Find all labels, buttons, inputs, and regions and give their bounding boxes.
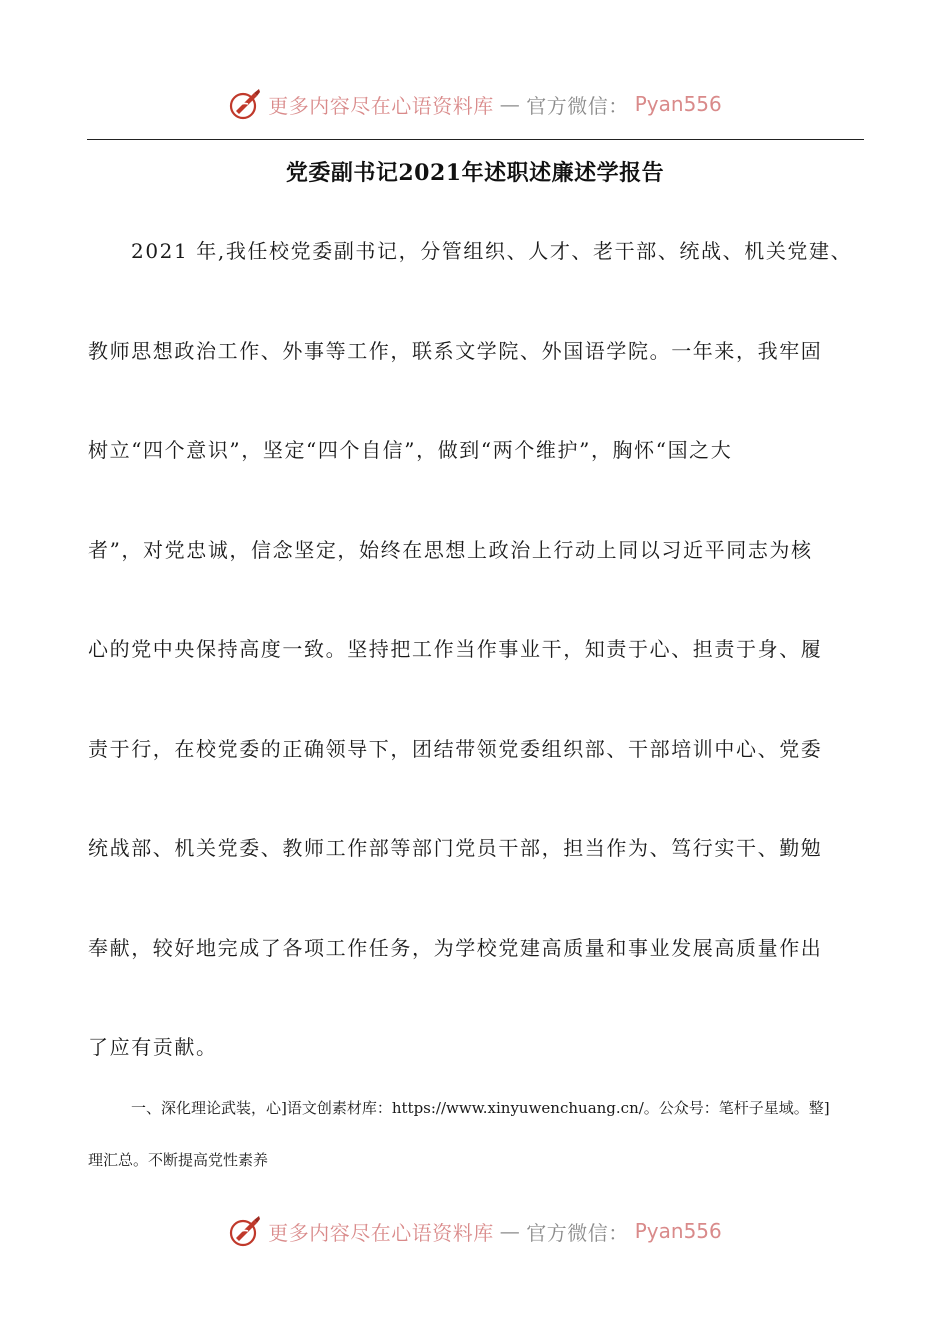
paragraph-line: 奉献，较好地完成了各项工作任务，为学校党建高质量和事业发展高质量作出 — [88, 936, 823, 960]
paragraph-line: 责于行，在校党委的正确领导下，团结带领党委组织部、干部培训中心、党委 — [88, 737, 823, 761]
paragraph-line: 2021 年,我任校党委副书记，分管组织、人才、老干部、统战、机关党建、 — [131, 239, 853, 263]
document-title: 党委副书记2021年述职述廉述学报告 — [285, 160, 665, 186]
quill-pen-logo-icon — [228, 1214, 262, 1248]
watermark-official-text: 官方微信： — [526, 93, 629, 118]
footer-watermark — [0, 1211, 950, 1251]
paragraph-line: 教师思想政治工作、外事等工作，联系文学院、外国语学院。一年来，我牢固 — [88, 339, 823, 363]
quill-pen-logo-icon — [228, 87, 262, 121]
watermark-wechat-id: Pyan556 — [634, 92, 722, 116]
header-watermark — [0, 84, 950, 124]
paragraph-line: 统战部、机关党委、教师工作部等部门党员干部，担当作为、笃行实干、勤勉 — [88, 836, 823, 860]
paragraph-line: 心的党中央保持高度一致。坚持把工作当作事业干，知责于心、担责于身、履 — [88, 637, 823, 661]
section-heading-line: 理汇总。不断提高党性素养 — [88, 1151, 269, 1169]
paragraph-line: 了应有贡献。 — [88, 1035, 218, 1059]
watermark-site-text: 更多内容尽在心语资料库 — [268, 1220, 494, 1245]
watermark-dash: — — [499, 1219, 521, 1243]
watermark-wechat-id: Pyan556 — [634, 1219, 722, 1243]
watermark-dash: — — [499, 92, 521, 116]
paragraph-line: 者”，对党忠诚，信念坚定，始终在思想上政治上行动上同以习近平同志为核 — [88, 538, 813, 562]
paragraph-line: 树立“四个意识”，坚定“四个自信”，做到“两个维护”，胸怀“国之大 — [88, 438, 733, 462]
watermark-site-text: 更多内容尽在心语资料库 — [268, 93, 494, 118]
header-divider — [87, 139, 864, 140]
watermark-official-text: 官方微信： — [526, 1220, 629, 1245]
section-heading-line: 一、深化理论武装，心]语文创素材库：https://www.xinyuwenchuang.cn/。公众号：笔杆子星域。整] — [131, 1099, 830, 1117]
